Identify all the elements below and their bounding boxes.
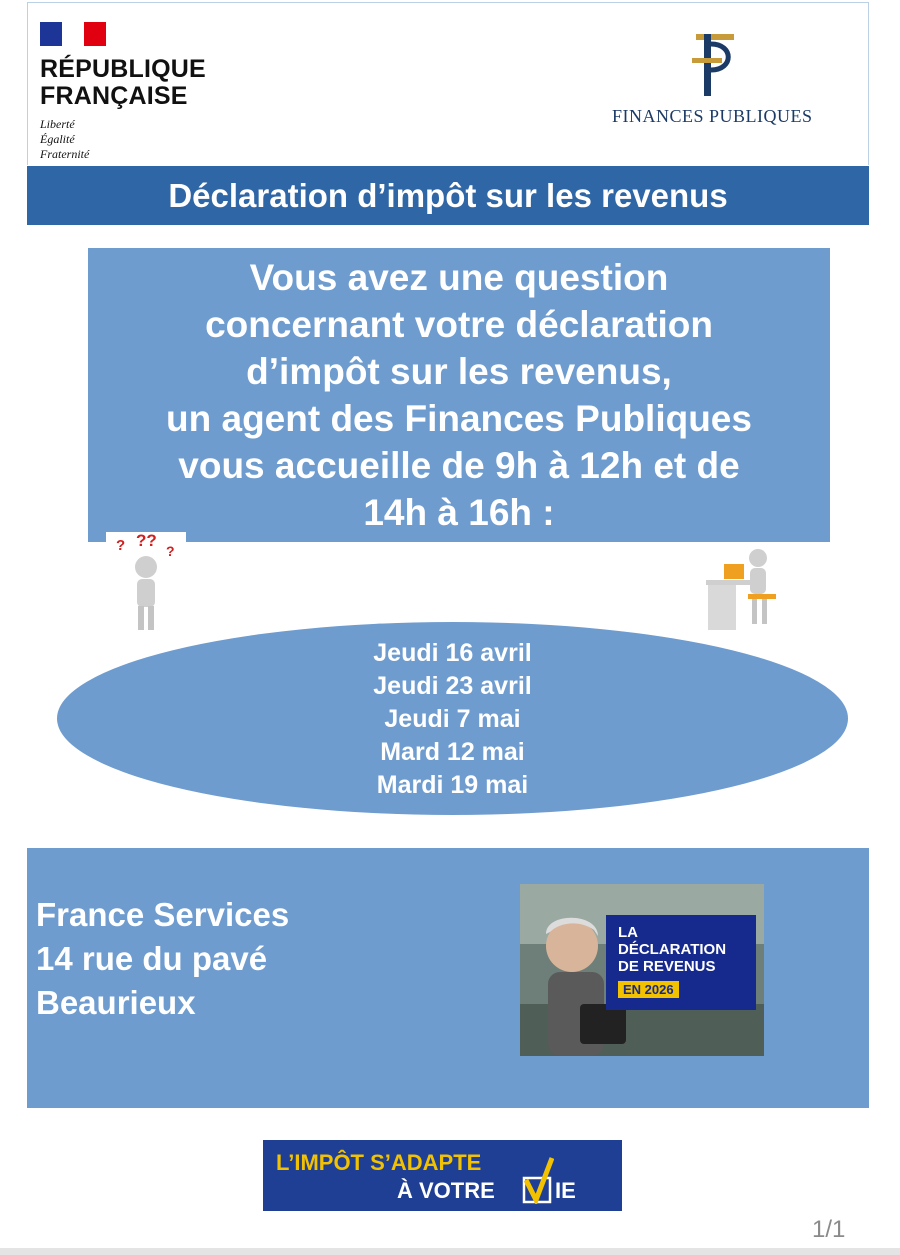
address-text: France Services 14 rue du pavé Beaurieux [36, 896, 290, 1021]
date-item: Jeudi 16 avril [373, 639, 532, 667]
declaration-photo [520, 884, 764, 1056]
page-number: 1/1 [812, 1216, 846, 1243]
dates-list [57, 637, 848, 802]
photo-year-badge: EN 2026 [618, 981, 679, 998]
slogan-end: IE [555, 1178, 576, 1203]
republic-motto: Liberté Égalité Fraternité [40, 117, 90, 161]
checkmark-v-icon [522, 1152, 554, 1204]
french-flag-logo [40, 22, 106, 46]
page-title: Déclaration d’impôt sur les revenus [27, 166, 869, 225]
date-item: Jeudi 7 mai [384, 705, 521, 733]
svg-text:??: ?? [136, 532, 157, 550]
question-person-icon [106, 532, 186, 635]
date-item: Mardi 19 mai [376, 771, 529, 799]
bottom-divider [0, 1248, 900, 1255]
slogan-line2: À VOTRE [397, 1178, 495, 1203]
finances-publiques-label: FINANCES PUBLIQUES [612, 106, 813, 126]
desk-agent-icon [698, 544, 796, 632]
photo-banner-text: LA DÉCLARATION DE REVENUS [618, 924, 727, 975]
date-item: Mard 12 mai [380, 738, 525, 766]
finances-publiques-logo [682, 30, 742, 100]
slogan-line1: L’IMPÔT S’ADAPTE [276, 1150, 482, 1175]
question-message: Vous avez une question concernant votre déclaration d’impôt sur les revenus, un agent des Finances Publiques vous accueille de 9h à 12h et de 14h à 16h : [88, 248, 830, 542]
svg-text:?: ? [116, 537, 126, 554]
date-item: Jeudi 23 avril [373, 672, 532, 700]
svg-text:?: ? [166, 543, 175, 559]
republique-francaise-title: RÉPUBLIQUE FRANÇAISE [40, 55, 206, 110]
